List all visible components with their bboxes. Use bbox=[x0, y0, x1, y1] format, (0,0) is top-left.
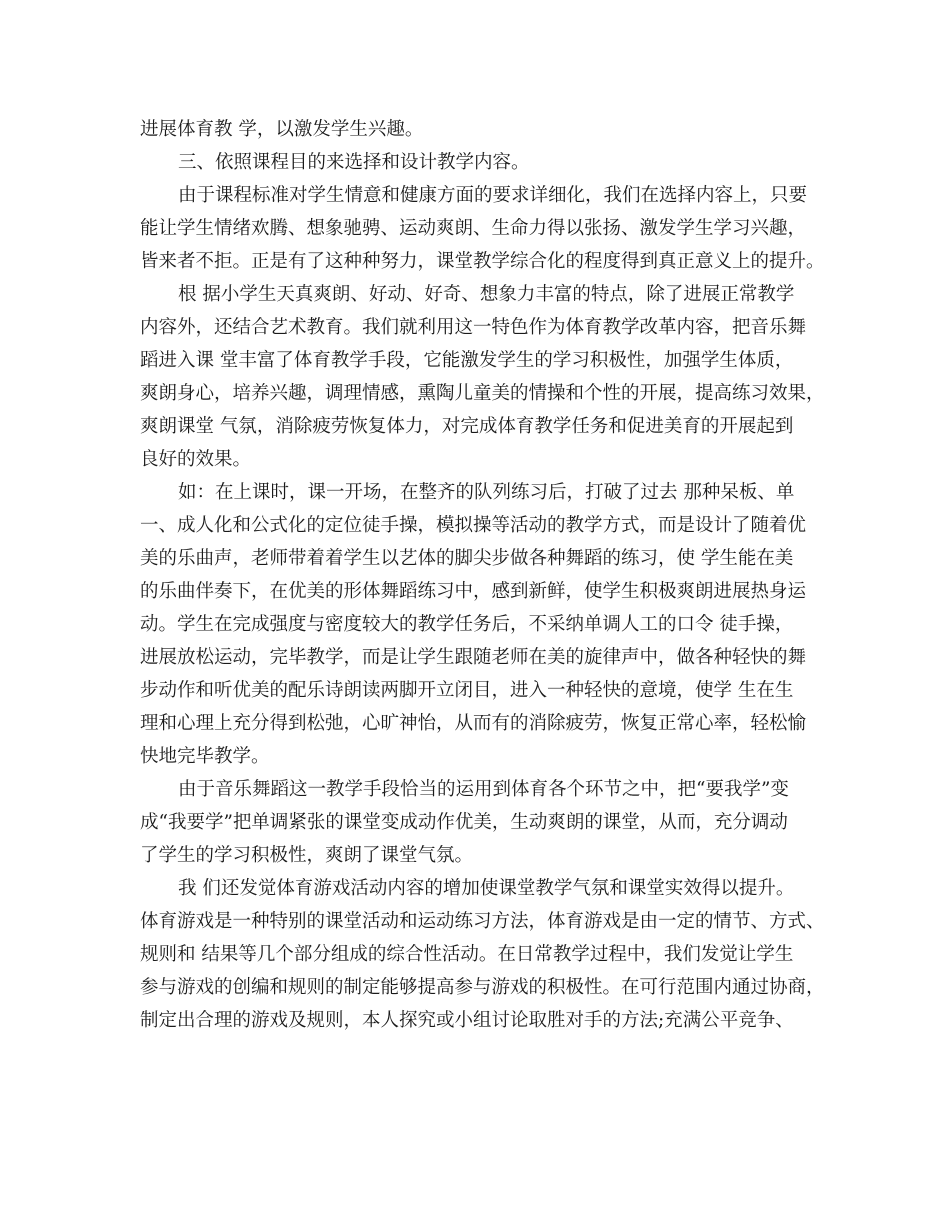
text-line: 快地完毕教学。 bbox=[140, 746, 270, 767]
text-line: 的乐曲伴奏下，在优美的形体舞蹈练习中，感到新鲜，使学生积极爽朗进展热身运 bbox=[140, 581, 807, 602]
text-line: 由于音乐舞蹈这一教学手段恰当的运用到体育各个环节之中，把“要我学”变 bbox=[178, 779, 789, 800]
text-line: 由于课程标准对学生情意和健康方面的要求详细化，我们在选择内容上，只要 bbox=[178, 185, 808, 206]
text-line: 爽朗课堂 气氛，消除疲劳恢复体力，对完成体育教学任务和促进美育的开展起到 bbox=[140, 416, 794, 437]
text-line: 参与游戏的创编和规则的制定能够提高参与游戏的积极性。在可行范围内通过协商， bbox=[140, 977, 825, 998]
text-line: 我 们还发觉体育游戏活动内容的增加使课堂教学气氛和课堂实效得以提升。 bbox=[178, 878, 795, 899]
text-line: 能让学生情绪欢腾、想象驰骋、运动爽朗、生命力得以张扬、激发学生学习兴趣， bbox=[140, 218, 807, 239]
text-line: 进展放松运动，完毕教学，而是让学生跟随老师在美的旋律声中，做各种轻快的舞 bbox=[140, 647, 807, 668]
text-line: 一、成人化和公式化的定位徒手操，模拟操等活动的教学方式，而是设计了随着优 bbox=[140, 515, 807, 536]
text-line: 根 据小学生天真爽朗、好动、好奇、想象力丰富的特点，除了进展正常教学 bbox=[178, 284, 795, 305]
text-line: 爽朗身心，培养兴趣，调理情感，熏陶儿童美的情操和个性的开展，提高练习效果， bbox=[140, 383, 825, 404]
text-line: 进展体育教 学，以激发学生兴趣。 bbox=[140, 119, 424, 140]
text-line: 如：在上课时，课一开场，在整齐的队列练习后，打破了过去 那种呆板、单 bbox=[178, 482, 795, 503]
text-line: 动。学生在完成强度与密度较大的教学任务后，不采纳单调人工的口令 徒手操， bbox=[140, 614, 794, 635]
text-line: 良好的效果。 bbox=[140, 449, 252, 470]
text-line: 体育游戏是一种特别的课堂活动和运动练习方法，体育游戏是由一定的情节、方式、 bbox=[140, 911, 825, 932]
text-line: 理和心理上充分得到松弛，心旷神怡，从而有的消除疲劳，恢复正常心率，轻松愉 bbox=[140, 713, 807, 734]
text-line: 规则和 结果等几个部分组成的综合性活动。在日常教学过程中，我们发觉让学生 bbox=[140, 944, 794, 965]
text-line: 制定出合理的游戏及规则，本人探究或小组讨论取胜对手的方法;充满公平竞争、 bbox=[140, 1010, 794, 1031]
text-line: 成“我要学”把单调紧张的课堂变成动作优美，生动爽朗的课堂，从而，充分调动 bbox=[140, 812, 788, 833]
document-body bbox=[140, 113, 825, 1037]
text-line: 内容外，还结合艺术教育。我们就利用这一特色作为体育教学改革内容，把音乐舞 bbox=[140, 317, 807, 338]
text-line: 三、依照课程目的来选择和设计教学内容。 bbox=[178, 152, 530, 173]
text-line: 了学生的学习积极性，爽朗了课堂气氛。 bbox=[140, 845, 474, 866]
text-line: 蹈进入课 堂丰富了体育教学手段，它能激发学生的学习积极性，加强学生体质， bbox=[140, 350, 794, 371]
text-line: 美的乐曲声，老师带着着学生以艺体的脚尖步做各种舞蹈的练习，使 学生能在美 bbox=[140, 548, 794, 569]
text-line: 皆来者不拒。正是有了这种种努力，课堂教学综合化的程度得到真正意义上的提升。 bbox=[140, 251, 825, 272]
text-line: 步动作和听优美的配乐诗朗读两脚开立闭目，进入一种轻快的意境，使学 生在生 bbox=[140, 680, 794, 701]
